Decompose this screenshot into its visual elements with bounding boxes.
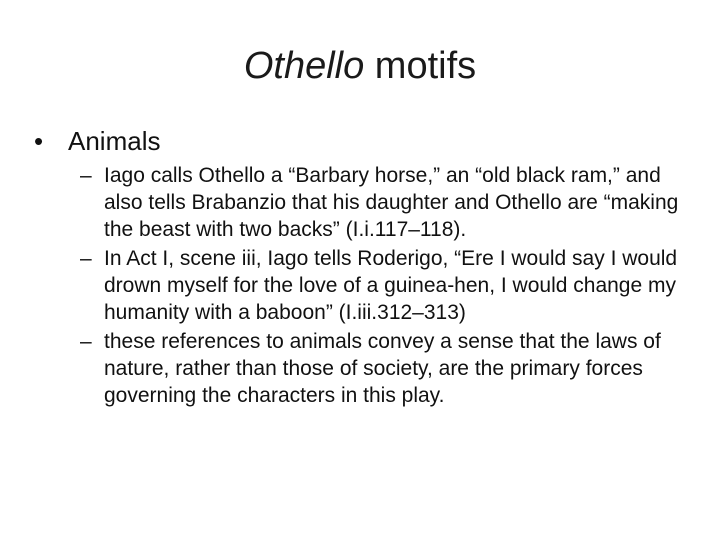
dash-marker: – xyxy=(80,330,92,353)
slide-title xyxy=(0,42,720,90)
title-rest: motifs xyxy=(364,45,477,87)
dash-marker: – xyxy=(80,164,92,187)
dash-marker: – xyxy=(80,247,92,270)
title-italic: Othello xyxy=(243,45,365,87)
bullet-label: Animals xyxy=(68,126,161,156)
subbullet-text: these references to animals convey a sense that the laws of nature, rather than those of society, are the primary forces governing the characters in this play. xyxy=(104,330,661,407)
subbullet-item xyxy=(80,245,680,326)
subbullet-text: Iago calls Othello a “Barbary horse,” an “old black ram,” and also tells Brabanzio that his daughter and Othello are “making the beast with two backs” (I.i.117–118). xyxy=(104,164,679,241)
subbullet-item xyxy=(80,162,680,243)
subbullet-text: In Act I, scene iii, Iago tells Roderigo, “Ere I would say I would drown myself for the love of a guinea-hen, I would change my humanity with a baboon” (I.iii.312–313) xyxy=(104,247,678,324)
subbullet-item xyxy=(80,328,680,409)
bullet-marker: • xyxy=(34,126,44,156)
subbullet-list xyxy=(80,162,680,411)
bullet-animals xyxy=(34,124,160,158)
